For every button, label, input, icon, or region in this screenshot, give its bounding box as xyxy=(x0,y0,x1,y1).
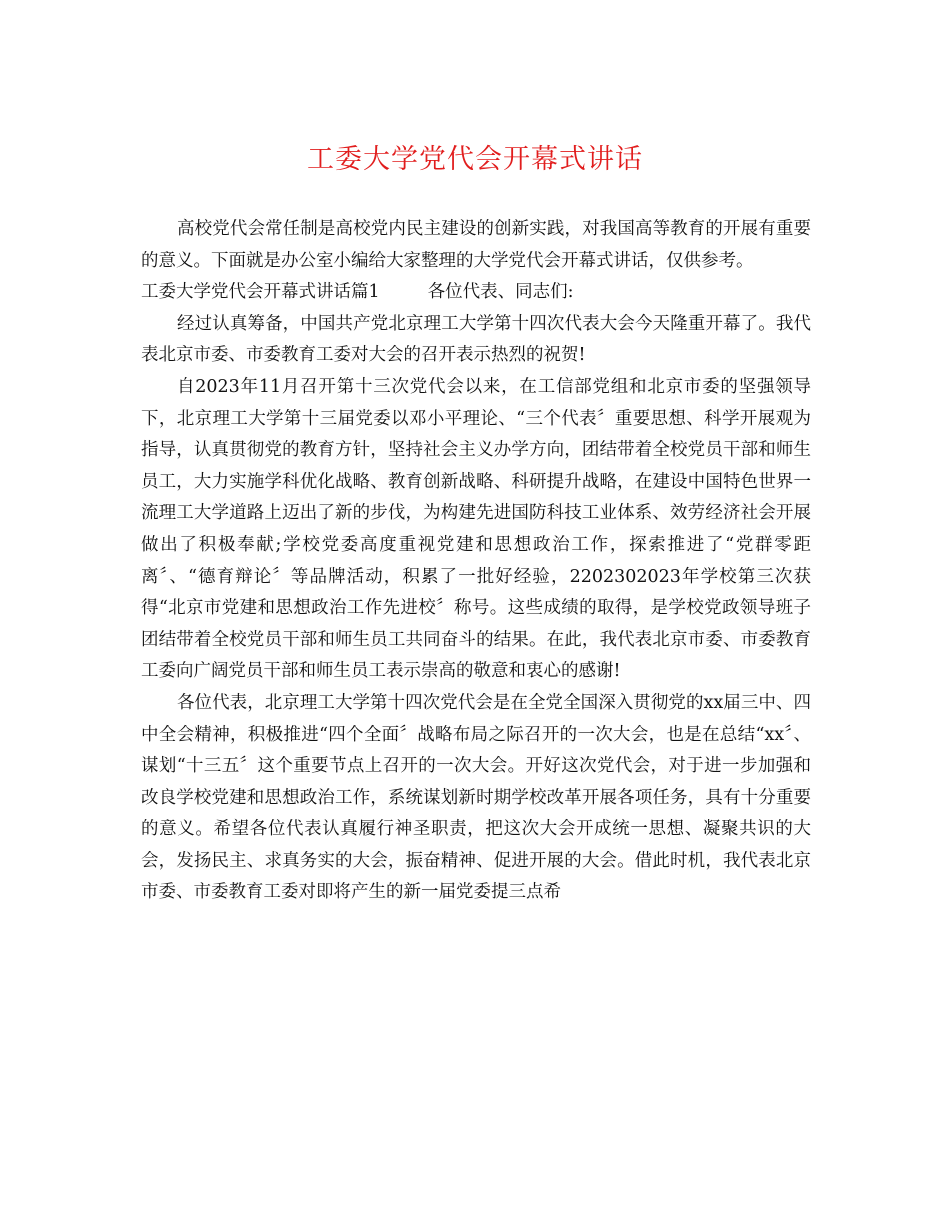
section-heading: 工委大学党代会开幕式讲话篇1 xyxy=(141,282,380,303)
document-body xyxy=(141,214,811,909)
intro-paragraph: 高校党代会常任制是高校党内民主建设的创新实践，对我国高等教育的开展有重要的意义。下面就是办公室小编给大家整理的大学党代会开幕式讲话，仅供参考。 xyxy=(141,219,811,271)
body-paragraph: 经过认真筹备，中国共产党北京理工大学第十四次代表大会今天隆重开幕了。我代表北京市委、市委教育工委对大会的召开表示热烈的祝贺! xyxy=(141,313,811,366)
body-paragraph: 各位代表，北京理工大学第十四次党代会是在全党全国深入贯彻党的xx届三中、四中全会精神，积极推进“四个全面〞战略布局之际召开的一次大会，也是在总结“xx〞、谋划“十三五〞这个重要节点上召开的一次大会。开好这次党代会，对于进一步加强和改良学校党建和思想政治工作，系统谋划新时期学校改革开展各项任务，具有十分重要的意义。希望各位代表认真履行神圣职责，把这次大会开成统一思想、凝聚共识的大会，发扬民主、求真务实的大会，振奋精神、促进开展的大会。借此时机，我代表北京市委、市委教育工委对即将产生的新一届党委提三点希 xyxy=(141,692,811,903)
body-paragraph: 自2023年11月召开第十三次党代会以来，在工信部党组和北京市委的坚强领导下，北京理工大学第十三届党委以邓小平理论、“三个代表〞重要思想、科学开展观为指导，认真贯彻党的教育方针，坚持社会主义办学方向，团结带着全校党员干部和师生员工，大力实施学科优化战略、教育创新战略、科研提升战略，在建设中国特色世界一流理工大学道路上迈出了新的步伐，为构建先进国防科技工业体系、效劳经济社会开展做出了积极奉献;学校党委高度重视党建和思想政治工作，探索推进了“党群零距离〞、“德育辩论〞等品牌活动，积累了一批好经验，2202302023年学校第三次获得“北京市党建和思想政治工作先进校〞称号。这些成绩的取得，是学校党政领导班子团结带着全校党员干部和师生员工共同奋斗的结果。在此，我代表北京市委、市委教育工委向广阔党员干部和师生员工表示崇高的敬意和衷心的感谢! xyxy=(141,376,811,682)
document-title: 工委大学党代会开幕式讲话 xyxy=(307,144,643,175)
section-heading-line xyxy=(141,277,811,309)
salutation: 各位代表、同志们: xyxy=(427,282,574,303)
